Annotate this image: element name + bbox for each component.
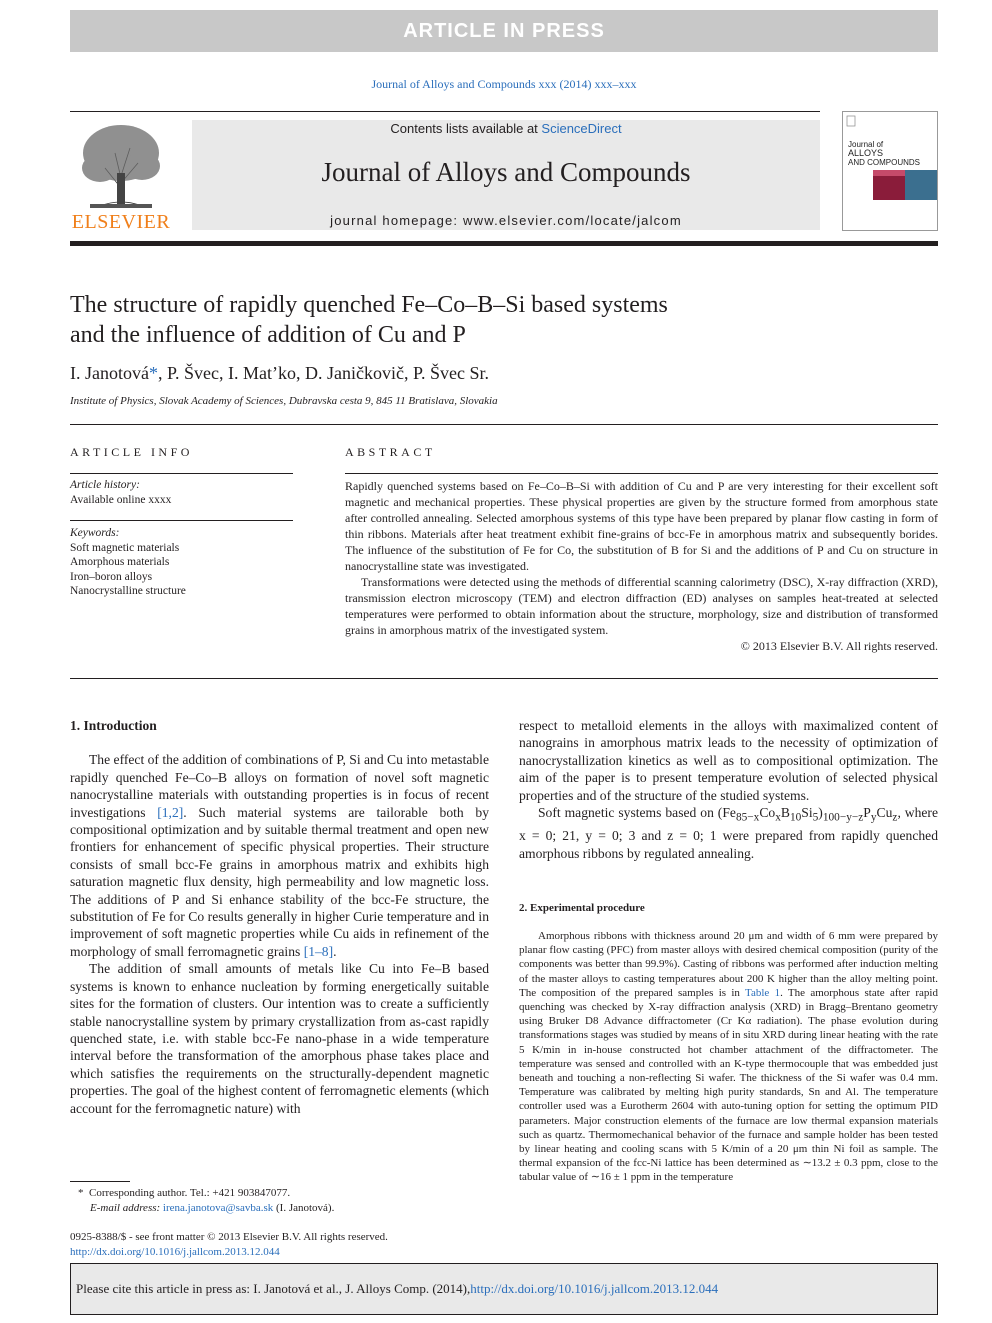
experimental-body — [519, 929, 938, 1185]
email-label: E-mail address: — [90, 1202, 163, 1214]
experimental-text: . The amorphous state after rapid quenching was checked by X-ray diffraction analysis (XRD) in Bragg–Brentano geometry using Bruker D8 Advance diffractometer (Cr Kα radiation). The phase evolution during transformations stages was studied by means of in situ XRD during linear heating with the rate 5 K/min in in-house constructed hot chamber attachment of the diffractometer. The temperature was sensed and controlled with an K-type thermocouple that was embedded just beneath and touching a non-reflecting Si wafer. The thickness of the Si wafer was 0.4 mm. Temperature was calibrated by melting high purity standards, Sn and Al. The temperature controller used was a Eurotherm 2604 with auto-tuning option for setting the optimum PID parameters. Major construction elements of the furnace are low thermal expansion materials such as quartz. Thermomechanical behavior of the furnace and sample holder has been tested by linear heating and cooling scans with 5 K/min of a 20 μm thin Ni foil as sample. The thermal expansion of the fcc-Ni lattice has been determined as ∼13.2 ± 0.3 ppm, close to the tabular value of ∼16 ± 1 ppm in the temperature — [519, 986, 938, 1184]
abstract-rule — [345, 473, 938, 474]
corresponding-text: Corresponding author. Tel.: +421 903847077. — [89, 1187, 291, 1199]
cover-title-line1: Journal of — [848, 140, 884, 149]
history-value: Available online xxxx — [70, 493, 172, 506]
right-column — [519, 717, 938, 862]
formula-subscript: z — [892, 811, 898, 824]
formula-text: B — [780, 805, 790, 821]
keywords-rule — [70, 520, 293, 521]
citation-doi-link[interactable]: http://dx.doi.org/10.1016/j.jallcom.2013.12.044 — [470, 1281, 719, 1296]
experimental-text: Amorphous ribbons with thickness around 20 μm and width of 6 mm were prepared by planar flow casting (PFC) from master alloys with desired chemical composition (purity of the components was better than 99.9%). Casting of ribbons was performed after induction melting of the master alloys to casting temperatures about 200 K higher than the alloy melting point. The composition of the prepared samples is in — [519, 930, 938, 999]
email-footnote — [70, 1201, 490, 1216]
front-matter — [70, 1230, 570, 1260]
author-list — [70, 363, 770, 384]
intro-text: . Such material systems are tailorable both by compositional optimization and by suitable thermal treatment and open new frontiers for enhancement of specific physical properties. Their structure consists of small bcc-Fe grains in amorphous matrix and exhibits high saturation magnetic flux density, high permeability and low magnetic loss. The additions of P and Si enhance stability of the bcc-Fe structure, the substitution of Fe for Co results generally in higher Curie temperature and in improvement of soft magnetic properties while Cu aids in refinement of the morphology of small ferromagnetic grains — [70, 804, 489, 959]
formula-text: Co — [759, 805, 776, 821]
formula-subscript: y — [870, 811, 877, 824]
reference-link[interactable]: [1,2] — [157, 804, 184, 820]
formula-text: Soft magnetic systems based on (Fe — [538, 805, 736, 821]
formula-text: ) — [818, 805, 823, 821]
reference-link[interactable]: [1–8] — [303, 943, 334, 959]
footnote-star: * — [78, 1187, 84, 1199]
citation-box — [70, 1263, 938, 1315]
intro-text: The effect of the addition of combinations of P, Si and Cu into metastable rapidly quenched Fe–Co–B alloys on formation of novel soft magnetic nanocrystalline materials with outstanding properties is in focus of recent investigations — [70, 752, 489, 820]
intro-paragraph-4 — [519, 804, 938, 862]
email-link[interactable]: irena.janotova@savba.sk — [162, 1202, 274, 1214]
formula-subscript: x — [775, 811, 781, 824]
doi-link[interactable]: http://dx.doi.org/10.1016/j.jallcom.2013.12.044 — [70, 1246, 280, 1258]
intro-paragraph-2: The addition of small amounts of metals like Cu into Fe–B based systems is known to enhance nucleation by forming energetically suitable sites for the formation of clusters. Our intention was to create a sufficiently stable nanocrystalline system by primary crystallization from as-cast rapidly quenched state, i.e. with stable bcc-Fe nano-phase in a wide temperature interval before the transformation of the amorphous phase takes place and which satisfies the requirements on the structurally-dependent magnetic properties. The goal of the highest content of ferromagnetic elements (which account for the ferromagnetic nature) with — [70, 961, 489, 1116]
corresponding-author-marker[interactable]: * — [148, 363, 158, 383]
introduction-heading: 1. Introduction — [70, 718, 157, 733]
sciencedirect-link[interactable]: ScienceDirect — [541, 121, 622, 136]
contents-line — [192, 121, 820, 136]
article-info-heading: ARTICLE INFO — [70, 445, 193, 459]
article-title-line2: and the influence of addition of Cu and P — [70, 322, 466, 348]
intro-paragraph-3: respect to metalloid elements in the alloys with maximalized content of nanograins in amorphous matrix leads to the necessity of optimization of nanocrystallization kinetics as well as to compositional optimization. The aim of the paper is to present temperature evolution of selected physical properties and of the structure of the studied systems. — [519, 718, 938, 803]
article-title-line1: The structure of rapidly quenched Fe–Co–B–Si based systems — [70, 292, 668, 318]
footnotes — [70, 1186, 490, 1216]
footnote-rule — [70, 1181, 130, 1182]
author-first: I. Janotová — [70, 363, 149, 383]
keywords-label: Keywords: — [70, 527, 120, 539]
cover-title-line2: ALLOYS — [848, 148, 884, 158]
journal-homepage[interactable]: journal homepage: www.elsevier.com/locate/jalcom — [330, 213, 682, 228]
abstract-copyright: © 2013 Elsevier B.V. All rights reserved. — [740, 639, 938, 653]
formula-text: Si — [801, 805, 813, 821]
experimental-paragraph — [519, 929, 938, 1185]
authors-rest: , P. Švec, I. Mat’ko, D. Janičkovič, P. Švec Sr. — [157, 363, 489, 383]
citation-prefix: Please cite this article in press as: I. Janotová et al., J. Alloys Comp. (2014), — [76, 1281, 471, 1296]
corresponding-footnote — [70, 1186, 490, 1201]
abstract-body — [345, 478, 938, 654]
abstract-heading: ABSTRACT — [345, 445, 436, 459]
formula-subscript: 85−x — [735, 811, 760, 824]
journal-cover-thumbnail — [842, 111, 938, 231]
formula-subscript: 100−y−z — [822, 811, 864, 824]
keyword-item: Nanocrystalline structure — [70, 585, 186, 597]
formula-text: Cu — [876, 805, 893, 821]
affiliation: Institute of Physics, Slovak Academy of Sciences, Dubravska cesta 9, 845 11 Bratislava, Slovakia — [70, 395, 498, 407]
article-history — [70, 478, 293, 507]
table-link[interactable]: Table 1 — [745, 986, 781, 999]
header-rule — [70, 111, 820, 112]
keyword-item: Soft magnetic materials — [70, 541, 180, 554]
formula-text: P — [863, 805, 871, 821]
keyword-item: Iron–boron alloys — [70, 570, 153, 583]
cover-title-line3: AND COMPOUNDS — [848, 158, 921, 167]
title-divider — [70, 424, 938, 425]
abstract-paragraph: Rapidly quenched systems based on Fe–Co–B–Si with addition of Cu and P are very interesting for their excellent soft magnetic and mechanical properties. These physical properties are given by the structure formed from amorphous state after controlled annealing. Selected amorphous systems of this type have been prepared by planar flow casting in form of thin ribbons. Materials after heat treatment exhibit fine-grains of bcc-Fe in amorphous matrix and subsequently borides. The influence of the substitution of Fe for Co, the substitution of B for Si and the additions of P and Cu on structure in nanocrystalline state was investigated. — [345, 479, 938, 573]
article-title — [70, 290, 770, 350]
keywords-block — [70, 526, 293, 599]
article-in-press-banner: ARTICLE IN PRESS — [70, 10, 938, 52]
email-suffix: (I. Janotová). — [273, 1202, 335, 1214]
issn-line: 0925-8388/$ - see front matter © 2013 Elsevier B.V. All rights reserved. — [70, 1231, 388, 1243]
experimental-heading: 2. Experimental procedure — [519, 902, 645, 914]
cover-title — [848, 140, 938, 167]
formula-subscript: 10 — [789, 811, 802, 824]
abstract-bottom-rule — [70, 678, 938, 679]
formula-text: , where x = 0; 21, y = 0; 3 and z = 0; 1 were prepared from rapidly quenched amorphous ribbons by regulated annealing. — [519, 805, 938, 861]
formula-subscript: 5 — [812, 811, 819, 824]
intro-text: . — [333, 943, 337, 959]
history-label: Article history: — [70, 479, 140, 491]
journal-reference-link[interactable]: Journal of Alloys and Compounds xxx (2014) xxx–xxx — [371, 77, 637, 91]
cover-graphic — [843, 112, 937, 230]
masthead-thick-rule — [70, 241, 938, 246]
article-info-rule — [70, 473, 293, 474]
elsevier-wordmark: ELSEVIER — [71, 211, 171, 233]
journal-title: Journal of Alloys and Compounds — [321, 157, 691, 187]
left-column — [70, 717, 489, 1117]
keyword-item: Amorphous materials — [70, 556, 170, 568]
abstract-paragraph: Transformations were detected using the methods of differential scanning calorimetry (DSC), X-ray diffraction (XRD), transmission electron microscopy (TEM) and electron diffraction (ED) analyses on samples heat-treated at selected temperatures were performed to obtain information about the structure, morphology, size and distribution of transformed grains in amorphous matrix of the investigated system. — [345, 575, 938, 637]
contents-prefix: Contents lists available at — [390, 121, 542, 136]
intro-paragraph-1 — [70, 751, 489, 960]
